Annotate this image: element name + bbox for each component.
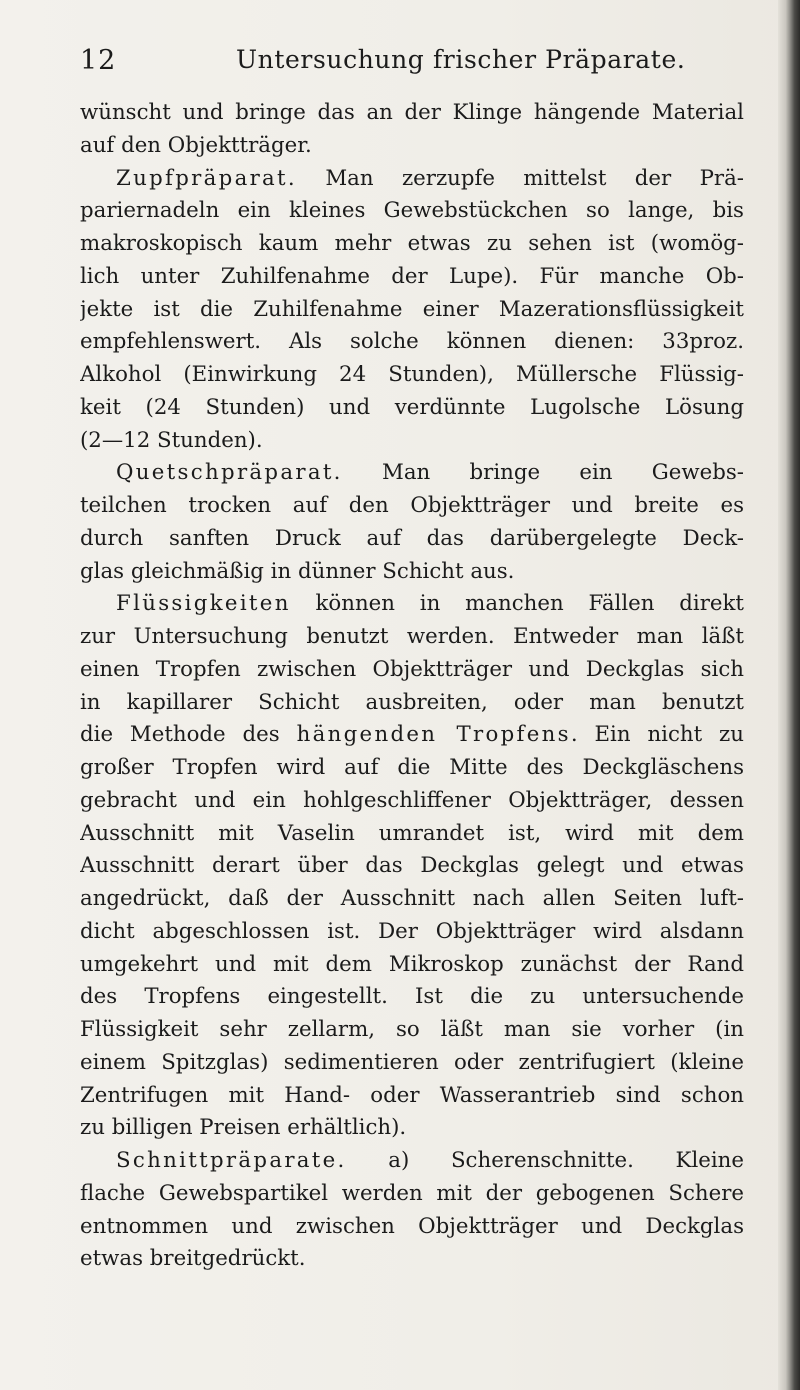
- text-line: gebracht und ein hohlgeschliffener Objektträger, dessen: [80, 787, 744, 813]
- text-line: in kapillarer Schicht ausbreiten, oder man benutzt: [80, 689, 744, 715]
- running-title: Untersuchung frischer Präparate.: [236, 45, 686, 74]
- spaced-heading: Flüssigkeiten: [116, 591, 291, 617]
- text-line: entnommen und zwischen Objektträger und Deckglas: [80, 1213, 744, 1239]
- text-line: Ausschnitt mit Vaselin umrandet ist, wird mit dem: [80, 820, 744, 846]
- text-line: großer Tropfen wird auf die Mitte des Deckgläschens: [80, 755, 744, 780]
- binding-edge: [778, 0, 800, 1390]
- text-line: des Tropfens eingestellt. Ist die zu untersuchende: [80, 984, 744, 1010]
- text-line: einen Tropfen zwischen Objektträger und Deckglas sich: [80, 656, 744, 682]
- text-line: glas gleichmäßig in dünner Schicht aus.: [80, 558, 515, 584]
- text-line: durch sanften Druck auf das darübergelegte Deck-: [80, 525, 744, 551]
- text-line: Flüssigkeiten können in manchen Fällen direkt: [116, 591, 744, 617]
- text-line: teilchen trocken auf den Objektträger und breite es: [80, 493, 744, 518]
- text-line: umgekehrt und mit dem Mikroskop zunächst der Rand: [80, 951, 744, 977]
- text-line: die Methode des hängenden Tropfens. Ein nicht zu: [80, 722, 744, 748]
- body-text: [80, 97, 744, 1276]
- text-line: einem Spitzglas) sedimentieren oder zentrifugiert (kleine: [80, 1049, 744, 1075]
- text-line: Alkohol (Einwirkung 24 Stunden), Müllersche Flüssig-: [80, 362, 744, 387]
- text-line: keit (24 Stunden) und verdünnte Lugolsche Lösung: [80, 394, 744, 420]
- spaced-heading: Quetschpräparat.: [116, 460, 343, 486]
- spaced-emphasis: hängenden Tropfens: [296, 722, 571, 748]
- page-number: 12: [80, 45, 117, 76]
- text-line: Flüssigkeit sehr zellarm, so läßt man sie vorher (in: [80, 1017, 744, 1042]
- spaced-heading: Schnittpräparate.: [116, 1148, 347, 1173]
- text-line: dicht abgeschlossen ist. Der Objektträger wird alsdann: [80, 918, 744, 944]
- text-line: etwas breitgedrückt.: [80, 1246, 306, 1272]
- text-line: angedrückt, daß der Ausschnitt nach allen Seiten luft-: [80, 886, 744, 911]
- text-line: zu billigen Preisen erhältlich).: [80, 1115, 407, 1141]
- text-line: makroskopisch kaum mehr etwas zu sehen ist (womög-: [80, 231, 744, 256]
- text-line: wünscht und bringe das an der Klinge hängende Material: [80, 100, 744, 125]
- text-line: Ausschnitt derart über das Deckglas gelegt und etwas: [80, 853, 744, 879]
- text-line: auf den Objektträger.: [80, 132, 312, 158]
- spaced-heading: Zupfpräparat.: [116, 165, 297, 191]
- text-line: Zentrifugen mit Hand- oder Wasserantrieb sind schon: [80, 1082, 744, 1108]
- text-line: empfehlenswert. Als solche können dienen: 33proz.: [80, 329, 744, 355]
- page-header: [80, 45, 730, 85]
- text-line: Quetschpräparat. Man bringe ein Gewebs-: [116, 460, 744, 486]
- text-line: jekte ist die Zuhilfenahme einer Mazerationsflüssigkeit: [80, 296, 744, 322]
- text-line: lich unter Zuhilfenahme der Lupe). Für manche Ob-: [80, 263, 744, 289]
- text-line: Zupfpräparat. Man zerzupfe mittelst der Prä-: [116, 165, 744, 191]
- text-line: Schnittpräparate. a) Scherenschnitte. Kleine: [116, 1148, 744, 1173]
- text-line: (2—12 Stunden).: [80, 427, 263, 453]
- text-line: pariernadeln ein kleines Gewebstückchen so lange, bis: [80, 198, 744, 224]
- text-line: flache Gewebspartikel werden mit der gebogenen Schere: [80, 1180, 744, 1206]
- text-line: zur Untersuchung benutzt werden. Entweder man läßt: [80, 624, 744, 649]
